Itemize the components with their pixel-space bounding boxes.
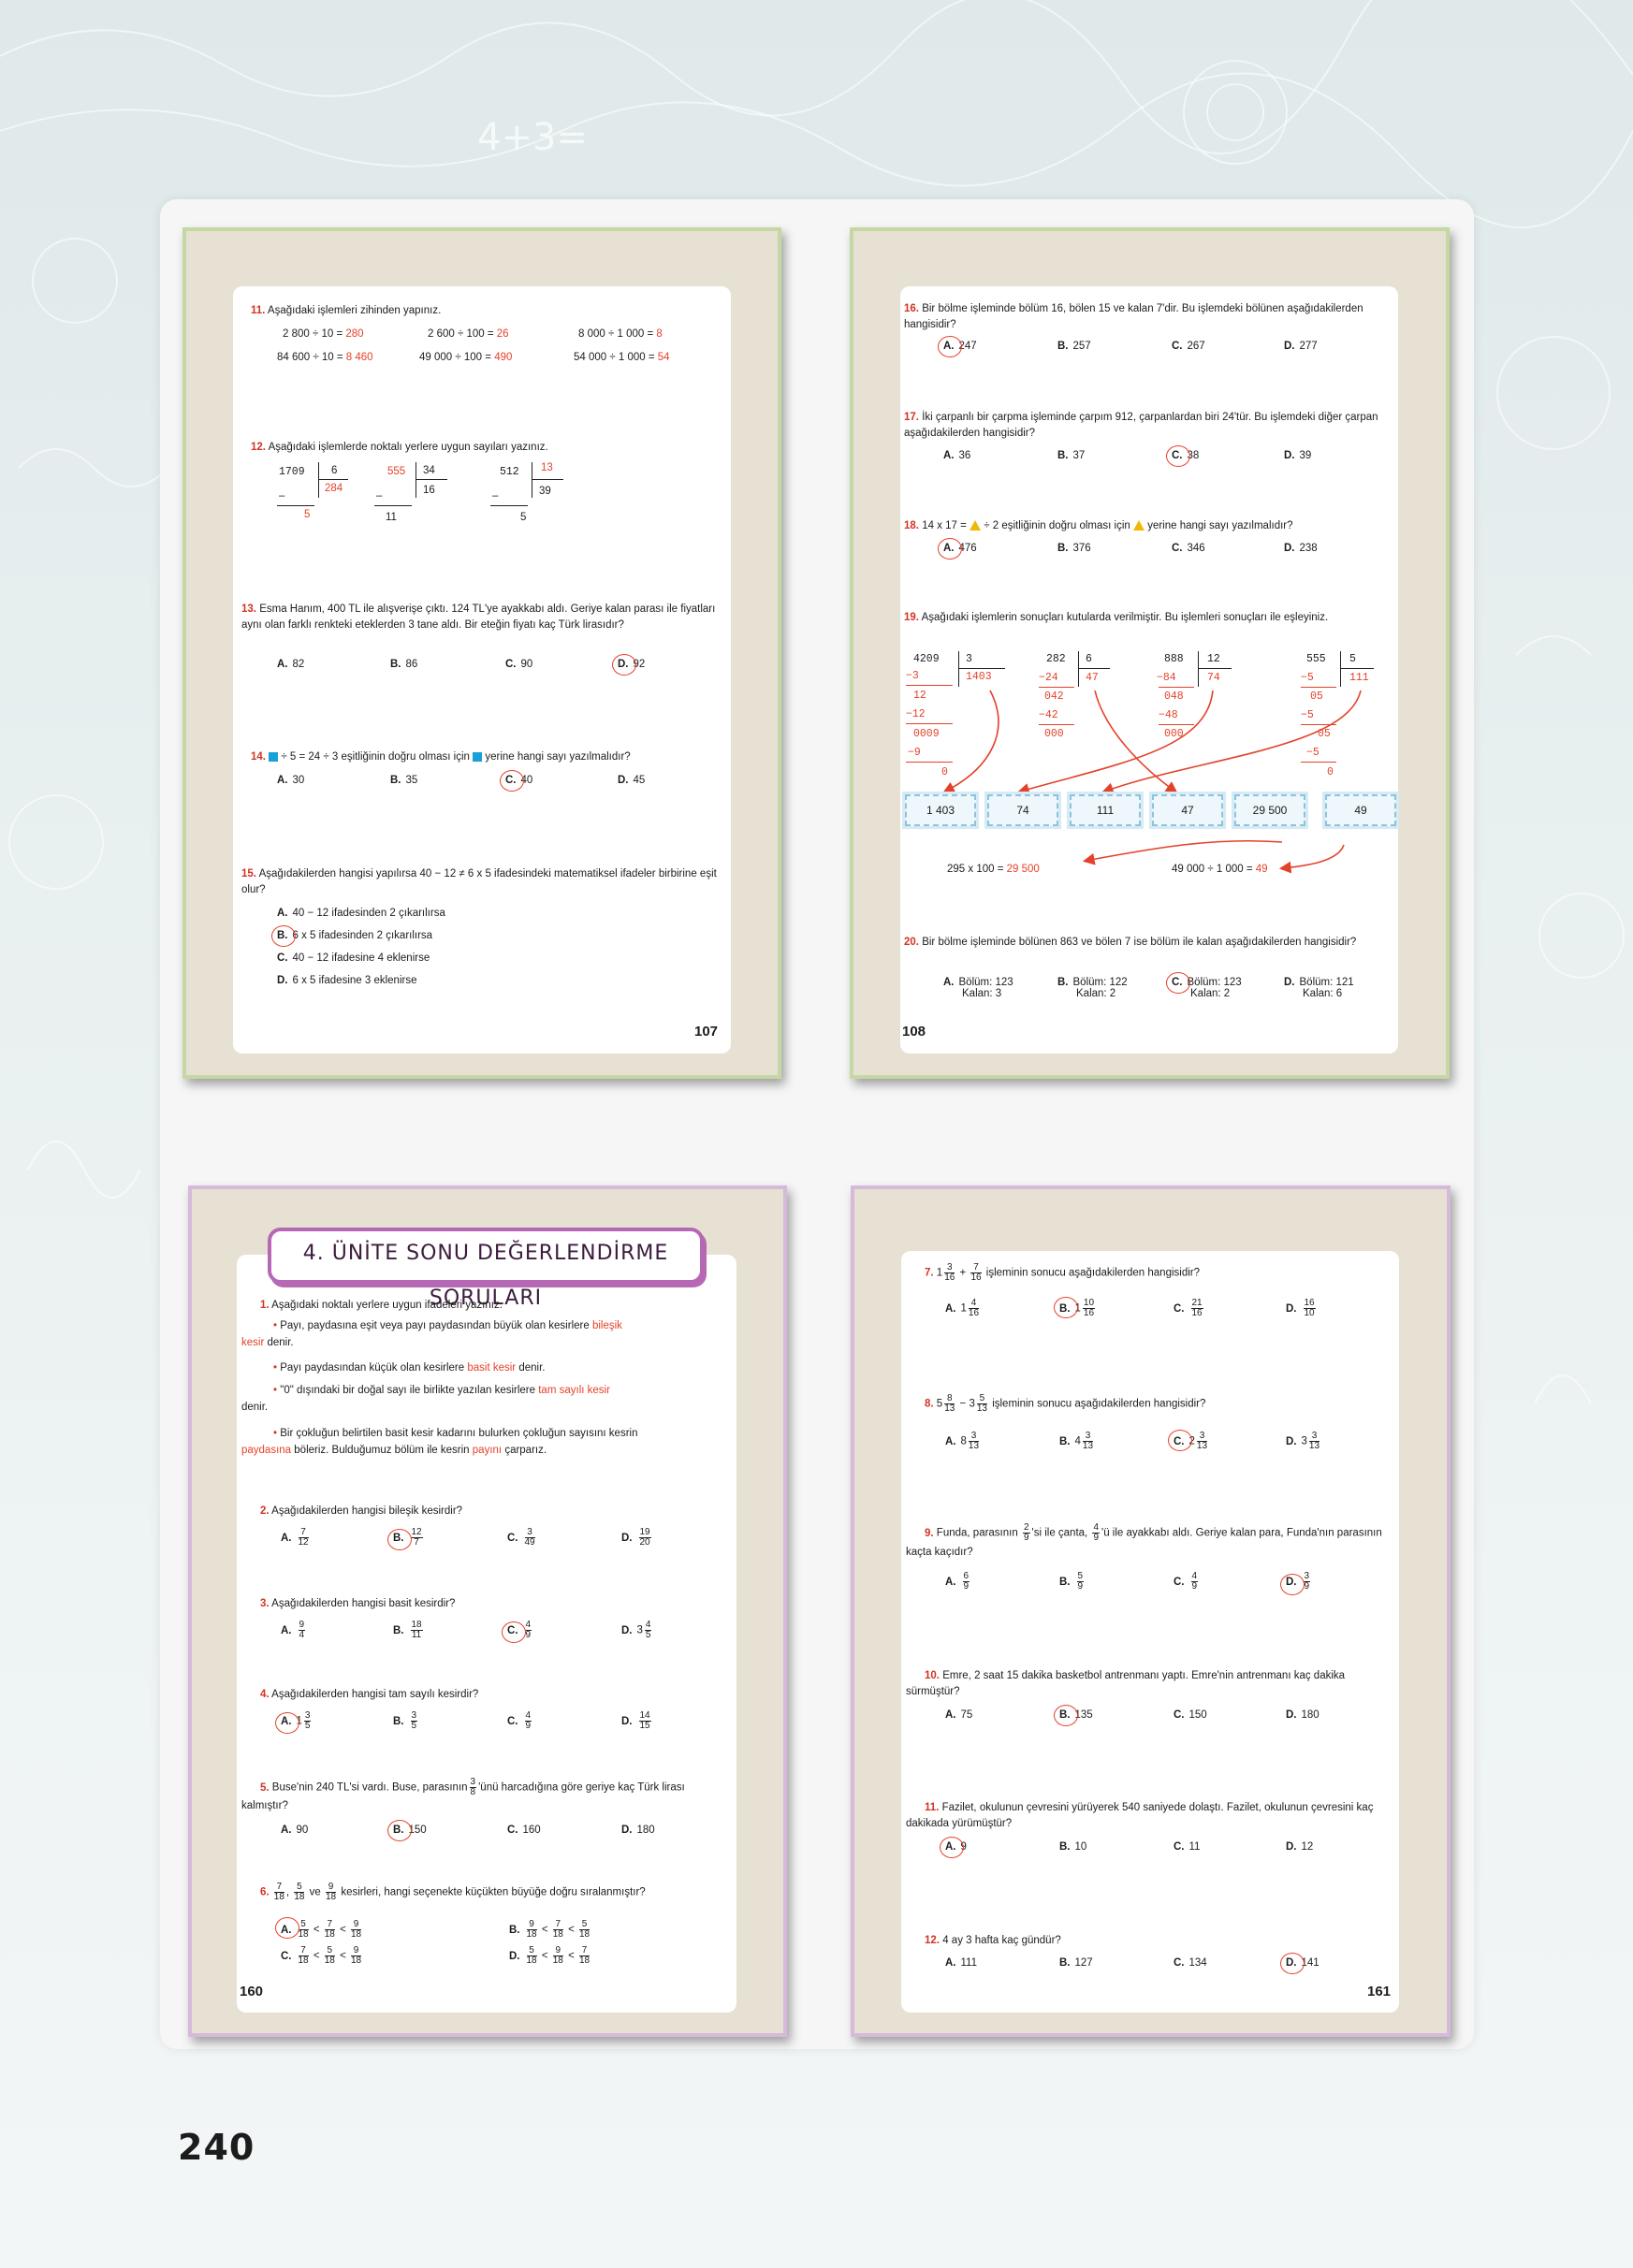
quotient: 284 bbox=[325, 483, 343, 494]
q19-result-box[interactable]: 74 bbox=[987, 794, 1058, 826]
q7-option-b[interactable]: B. 1 $\frac{10}{16}$ bbox=[1059, 1298, 1095, 1318]
q19-extra-expression-2: 49 000 ÷ 1 000 = 49 bbox=[1172, 864, 1268, 875]
q18-option-a[interactable]: A. 476 bbox=[943, 543, 977, 554]
q19-result-box[interactable]: 49 bbox=[1325, 794, 1396, 826]
q19-result-box[interactable]: 111 bbox=[1070, 794, 1141, 826]
q16-option-a[interactable]: A. 247 bbox=[943, 341, 977, 352]
q18-option-b[interactable]: B. 376 bbox=[1057, 543, 1091, 554]
q4-option-d[interactable]: D. $\frac{14}{15}$ bbox=[621, 1710, 650, 1731]
q7-option-d[interactable]: D. $\frac{16}{10}$ bbox=[1286, 1298, 1315, 1318]
q1-bullet-4: • Bir çokluğun belirtilen basit kesir kadarını bulurken çokluğun sayısını kesrin paydasına böleriz. Bulduğumuz bölüm ile kesrin payını çarparız. bbox=[241, 1428, 638, 1456]
page-161 bbox=[851, 1185, 1451, 2037]
q1-bullet-1: • Payı, paydasına eşit veya payı paydasından büyük olan kesirlere bileşik kesir denir. bbox=[241, 1320, 622, 1348]
dividend: 512 bbox=[500, 466, 519, 478]
q10-option-a[interactable]: A. 75 bbox=[945, 1709, 973, 1721]
q11-option-b[interactable]: B. 10 bbox=[1059, 1841, 1087, 1853]
q11-row1-item2: 2 600 ÷ 100 = 26 bbox=[428, 328, 509, 340]
book-page-number: 240 bbox=[178, 2127, 255, 2168]
q8-option-c[interactable]: C. 2 $\frac{3}{13}$ bbox=[1174, 1431, 1208, 1451]
p161-question-11-prompt: 11. Fazilet, okulunun çevresini yürüyerek 540 saniyede dolaştı. Fazilet, okulunun çevresini kaç dakikada yürümüştür? bbox=[906, 1802, 1374, 1829]
q14-option-b[interactable]: B. 35 bbox=[390, 775, 418, 786]
q15-option-d[interactable]: D. 6 x 5 ifadesine 3 eklenirse bbox=[277, 975, 417, 986]
q16-option-c[interactable]: C. 267 bbox=[1172, 341, 1205, 352]
p160-question-3-prompt: 3. Aşağıdakilerden hangisi basit kesirdir? bbox=[260, 1598, 456, 1609]
q15-option-c[interactable]: C. 40 − 12 ifadesine 4 eklenirse bbox=[277, 952, 430, 964]
question-12-prompt: 12. Aşağıdaki işlemlerde noktalı yerlere uygun sayıları yazınız. bbox=[251, 442, 548, 453]
question-17-prompt: 17. İki çarpanlı bir çarpma işleminde çarpım 912, çarpanlardan biri 24'tür. Bu işlemdeki diğer çarpan aşağıdakilerden hangisidir? bbox=[904, 412, 1378, 439]
answer-circle bbox=[1280, 1953, 1305, 1974]
q14-option-d[interactable]: D. 45 bbox=[618, 775, 646, 786]
p160-question-5-prompt: 5. Buse'nin 240 TL'si vardı. Buse, parasının $\frac{3}{8}$ 'ünü harcadığına göre geriye kaç Türk lirası kalmıştır? bbox=[241, 1777, 685, 1811]
answer-circle bbox=[1054, 1297, 1078, 1318]
answer-circle bbox=[1166, 972, 1190, 994]
q9-option-a[interactable]: A. $\frac{6}{9}$ bbox=[945, 1571, 970, 1592]
q4-option-b[interactable]: B. $\frac{3}{5}$ bbox=[393, 1710, 417, 1731]
q11-option-d[interactable]: D. 12 bbox=[1286, 1841, 1314, 1853]
q20-option-d[interactable]: D. Bölüm: 121 Kalan: 6 bbox=[1284, 977, 1354, 999]
q6-option-c[interactable]: C. $\frac{7}{18}$ < $\frac{5}{18}$ < $\frac{9}{18}$ bbox=[281, 1945, 362, 1966]
divisor: 6 bbox=[331, 465, 338, 476]
q20-option-c[interactable]: C. Bölüm: 123 Kalan: 2 bbox=[1172, 977, 1242, 999]
question-19-prompt: 19. Aşağıdaki işlemlerin sonuçları kutularda verilmiştir. Bu işlemleri sonuçları ile eşleyiniz. bbox=[904, 612, 1329, 623]
q2-option-b[interactable]: B. $\frac{12}{7}$ bbox=[393, 1527, 422, 1548]
q4-option-a[interactable]: A. 1 $\frac{3}{5}$ bbox=[281, 1710, 311, 1731]
q3-option-b[interactable]: B. $\frac{18}{11}$ bbox=[393, 1620, 422, 1640]
q8-option-b[interactable]: B. 4 $\frac{3}{13}$ bbox=[1059, 1431, 1094, 1451]
q3-option-d[interactable]: D. 3 $\frac{4}{5}$ bbox=[621, 1620, 651, 1640]
q8-option-d[interactable]: D. 3 $\frac{3}{13}$ bbox=[1286, 1431, 1320, 1451]
q8-option-a[interactable]: A. 8 $\frac{3}{13}$ bbox=[945, 1431, 980, 1451]
svg-text:4+3=: 4+3= bbox=[477, 116, 588, 159]
q18-option-d[interactable]: D. 238 bbox=[1284, 543, 1318, 554]
answer-circle bbox=[275, 1917, 299, 1939]
q20-option-a[interactable]: A. Bölüm: 123 Kalan: 3 bbox=[943, 977, 1013, 999]
q20-option-b[interactable]: B. Bölüm: 122 Kalan: 2 bbox=[1057, 977, 1128, 999]
q13-option-c[interactable]: C. 90 bbox=[505, 659, 533, 670]
page-number-107: 107 bbox=[694, 1024, 719, 1040]
answer-circle bbox=[502, 1621, 526, 1643]
p161-question-12-prompt: 12. 4 ay 3 hafta kaç gündür? bbox=[925, 1935, 1061, 1946]
answer-circle bbox=[275, 1712, 299, 1734]
q17-option-d[interactable]: D. 39 bbox=[1284, 450, 1312, 461]
q12-option-d[interactable]: D. 141 bbox=[1286, 1957, 1320, 1969]
quotient: 16 bbox=[423, 485, 435, 496]
q9-option-d[interactable]: D. $\frac{3}{9}$ bbox=[1286, 1571, 1310, 1592]
q9-option-b[interactable]: B. $\frac{5}{9}$ bbox=[1059, 1571, 1084, 1592]
q2-option-d[interactable]: D. $\frac{19}{20}$ bbox=[621, 1527, 650, 1548]
q15-option-b[interactable]: B. 6 x 5 ifadesinden 2 çıkarılırsa bbox=[277, 930, 433, 941]
q10-option-b[interactable]: B. 135 bbox=[1059, 1709, 1093, 1721]
q1-bullet-3: • "0" dışındaki bir doğal sayı ile birlikte yazılan kesirlere tam sayılı kesir denir. bbox=[241, 1385, 610, 1413]
q5-option-a[interactable]: A. 90 bbox=[281, 1825, 309, 1836]
q17-option-c[interactable]: C. 38 bbox=[1172, 450, 1200, 461]
question-13-prompt: 13. Esma Hanım, 400 TL ile alışverişe çıktı. 124 TL'ye ayakkabı aldı. Geriye kalan parası ile fiyatları aynı olan farklı renkteki eteklerden 3 tane aldı. Bir eteğin fiyatı kaç Türk lirasıdır? bbox=[241, 603, 716, 631]
q12-option-c[interactable]: C. 134 bbox=[1174, 1957, 1207, 1969]
q17-option-b[interactable]: B. 37 bbox=[1057, 450, 1086, 461]
divisor: 13 bbox=[541, 462, 553, 473]
q6-option-b[interactable]: B. $\frac{9}{18}$ < $\frac{7}{18}$ < $\frac{5}{18}$ bbox=[509, 1919, 591, 1940]
page-number-160: 160 bbox=[240, 1984, 264, 1999]
q19-result-box[interactable]: 47 bbox=[1152, 794, 1223, 826]
q16-option-b[interactable]: B. 257 bbox=[1057, 341, 1091, 352]
q5-option-d[interactable]: D. 180 bbox=[621, 1825, 655, 1836]
q10-option-d[interactable]: D. 180 bbox=[1286, 1709, 1320, 1721]
question-14-prompt: 14. ÷ 5 = 24 ÷ 3 eşitliğinin doğru olması için yerine hangi sayı yazılmalıdır? bbox=[251, 751, 631, 763]
remainder: 5 bbox=[520, 512, 527, 523]
question-15-prompt: 15. Aşağıdakilerden hangisi yapılırsa 40 − 12 ≠ 6 x 5 ifadesindeki matematiksel ifadeler birbirine eşit olur? bbox=[241, 868, 717, 895]
q11-row2-item3: 54 000 ÷ 1 000 = 54 bbox=[574, 352, 670, 363]
q11-row2-item1: 84 600 ÷ 10 = 8 460 bbox=[277, 352, 373, 363]
q14-option-c[interactable]: C. 40 bbox=[505, 775, 533, 786]
q5-option-c[interactable]: C. 160 bbox=[507, 1825, 541, 1836]
divisor: 34 bbox=[423, 465, 435, 476]
p160-question-1-prompt: 1. Aşağıdaki noktalı yerlere uygun ifadeleri yazınız. bbox=[260, 1300, 503, 1311]
q13-option-d[interactable]: D. 92 bbox=[618, 659, 646, 670]
unit-4-banner: 4. ÜNİTE SONU DEĞERLENDİRME SORULARI bbox=[268, 1228, 704, 1284]
q17-option-a[interactable]: A. 36 bbox=[943, 450, 971, 461]
p161-question-7-prompt: 7. 1 $\frac{3}{16}$ + $\frac{7}{16}$ işleminin sonucu aşağıdakilerden hangisidir? bbox=[925, 1262, 1201, 1283]
p160-question-6-prompt: 6. $\frac{7}{18}$ , $\frac{5}{18}$ ve $\frac{9}{18}$ kesirleri, hangi seçenekte küçükten büyüğe doğru sıralanmıştır? bbox=[260, 1882, 646, 1902]
question-18-prompt: 18. 14 x 17 = ÷ 2 eşitliğinin doğru olması için yerine hangi sayı yazılmalıdır? bbox=[904, 520, 1293, 531]
question-20-prompt: 20. Bir bölme işleminde bölünen 863 ve bölen 7 ise bölüm ile kalan aşağıdakilerden hangisidir? bbox=[904, 937, 1357, 948]
q11-option-a[interactable]: A. 9 bbox=[945, 1841, 967, 1853]
answer-circle bbox=[1280, 1574, 1305, 1595]
q6-option-a[interactable]: A. $\frac{5}{18}$ < $\frac{7}{18}$ < $\frac{9}{18}$ bbox=[281, 1919, 362, 1940]
q19-result-box[interactable]: 29 500 bbox=[1234, 794, 1305, 826]
q12-option-b[interactable]: B. 127 bbox=[1059, 1957, 1093, 1969]
q1-bullet-2: • Payı paydasından küçük olan kesirlere basit kesir denir. bbox=[273, 1362, 546, 1374]
page-161-content bbox=[901, 1251, 1399, 2013]
q3-option-c[interactable]: C. $\frac{4}{9}$ bbox=[507, 1620, 532, 1640]
question-11-prompt: 11. Aşağıdaki işlemleri zihinden yapınız. bbox=[251, 305, 442, 316]
q10-option-c[interactable]: C. 150 bbox=[1174, 1709, 1207, 1721]
question-16-prompt: 16. Bir bölme işleminde bölüm 16, bölen 15 ve kalan 7'dir. Bu işlemdeki bölünen aşağıdakilerden hangisidir? bbox=[904, 303, 1363, 330]
q4-option-c[interactable]: C. $\frac{4}{9}$ bbox=[507, 1710, 532, 1731]
p161-question-9-prompt: 9. Funda, parasının $\frac{2}{9}$ 'si ile çanta, $\frac{4}{9}$ 'ü ile ayakkabı aldı. Geriye kalan para, Funda'nın parasının kaçta kaçıdır? bbox=[906, 1522, 1382, 1558]
p160-question-2-prompt: 2. Aşağıdakilerden hangisi bileşik kesirdir? bbox=[260, 1505, 463, 1517]
p160-question-4-prompt: 4. Aşağıdakilerden hangisi tam sayılı kesirdir? bbox=[260, 1689, 479, 1700]
remainder: 5 bbox=[304, 509, 311, 520]
dividend: 1709 bbox=[279, 466, 305, 478]
page-number-108: 108 bbox=[902, 1024, 926, 1040]
p161-question-8-prompt: 8. 5 $\frac{8}{13}$ − 3 $\frac{5}{13}$ işleminin sonucu aşağıdakilerden hangisidir? bbox=[925, 1393, 1206, 1414]
q19-result-box[interactable]: 1 403 bbox=[905, 794, 976, 826]
quotient: 39 bbox=[539, 486, 551, 497]
q13-option-b[interactable]: B. 86 bbox=[390, 659, 418, 670]
answer-circle bbox=[940, 1837, 964, 1858]
q3-option-a[interactable]: A. $\frac{9}{4}$ bbox=[281, 1620, 305, 1640]
q11-option-c[interactable]: C. 11 bbox=[1174, 1841, 1201, 1853]
q13-option-a[interactable]: A. 82 bbox=[277, 659, 305, 670]
q5-option-b[interactable]: B. 150 bbox=[393, 1825, 427, 1836]
q14-option-a[interactable]: A. 30 bbox=[277, 775, 305, 786]
q11-row1-item1: 2 800 ÷ 10 = 280 bbox=[283, 328, 364, 340]
q2-option-c[interactable]: C. $\frac{3}{49}$ bbox=[507, 1527, 535, 1548]
q18-option-c[interactable]: C. 346 bbox=[1172, 543, 1205, 554]
q9-option-c[interactable]: C. $\frac{4}{9}$ bbox=[1174, 1571, 1198, 1592]
p161-question-10-prompt: 10. Emre, 2 saat 15 dakika basketbol antrenmanı yaptı. Emre'nin antrenmanı kaç dakika sürmüştür? bbox=[906, 1670, 1346, 1697]
remainder: 11 bbox=[386, 512, 397, 523]
q7-option-c[interactable]: C. $\frac{21}{16}$ bbox=[1174, 1298, 1203, 1318]
answer-circle bbox=[1168, 1430, 1192, 1451]
q11-row2-item2: 49 000 ÷ 100 = 490 bbox=[419, 352, 513, 363]
dividend: 555 bbox=[387, 466, 406, 477]
q15-option-a[interactable]: A. 40 − 12 ifadesinden 2 çıkarılırsa bbox=[277, 908, 445, 919]
answer-circle bbox=[387, 1529, 412, 1550]
q7-option-a[interactable]: A. 1 $\frac{4}{16}$ bbox=[945, 1298, 980, 1318]
answer-circle bbox=[387, 1820, 412, 1841]
q12-option-a[interactable]: A. 111 bbox=[945, 1957, 977, 1969]
q16-option-d[interactable]: D. 277 bbox=[1284, 341, 1318, 352]
q11-row1-item3: 8 000 ÷ 1 000 = 8 bbox=[578, 328, 663, 340]
q2-option-a[interactable]: A. $\frac{7}{12}$ bbox=[281, 1527, 309, 1548]
q6-option-d[interactable]: D. $\frac{5}{18}$ < $\frac{9}{18}$ < $\frac{7}{18}$ bbox=[509, 1945, 591, 1966]
q19-extra-expression-1: 295 x 100 = 29 500 bbox=[947, 864, 1040, 875]
page-number-161: 161 bbox=[1367, 1984, 1392, 1999]
answer-circle bbox=[1054, 1705, 1078, 1726]
